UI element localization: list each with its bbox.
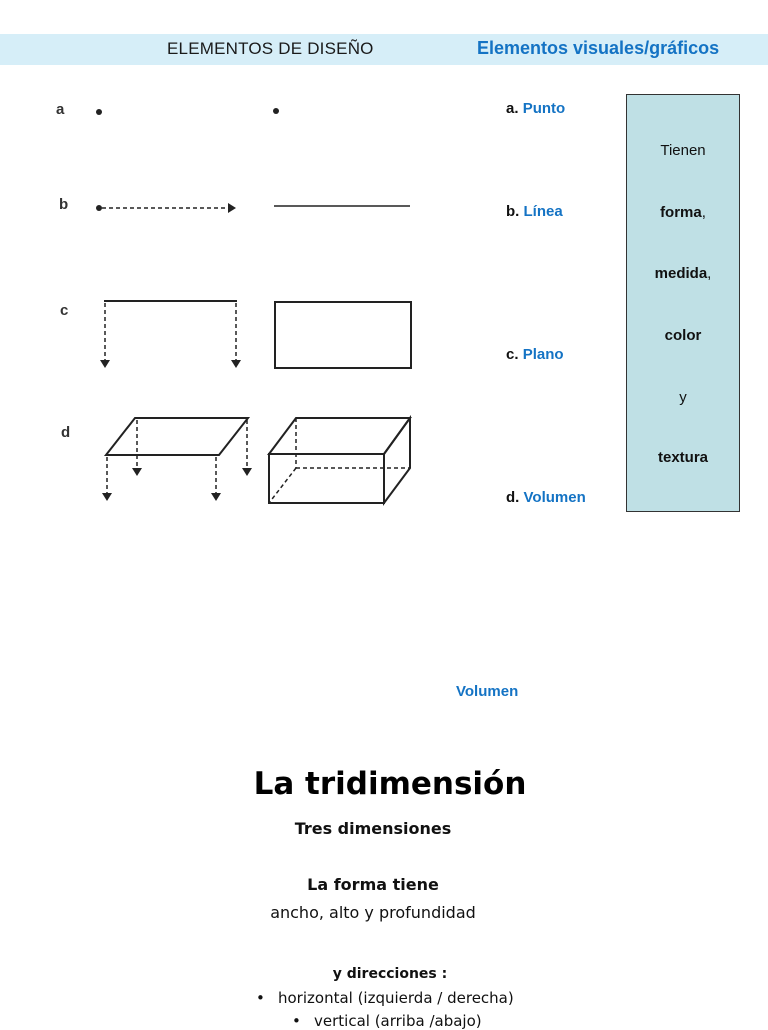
line-start-dot xyxy=(96,205,102,211)
prop-medida-comma: , xyxy=(707,265,712,282)
direction-text: horizontal (izquierda / derecha) xyxy=(278,989,514,1007)
properties-box xyxy=(626,94,740,512)
row-label-b: b xyxy=(59,196,69,213)
elements-illustration xyxy=(40,80,432,550)
header-right-title: Elementos visuales/gráficos xyxy=(477,38,720,58)
element-name: Plano xyxy=(522,346,564,363)
vol-arrow-2 xyxy=(132,468,142,476)
point-dot-2 xyxy=(273,108,279,114)
element-letter: d. xyxy=(506,489,520,506)
vol-arrow-3 xyxy=(211,493,221,501)
box-right-face xyxy=(384,418,410,503)
prop-forma xyxy=(627,204,739,221)
element-letter: a. xyxy=(506,100,519,117)
section-subtitle: Tres dimensiones xyxy=(294,819,452,838)
point-dot-1 xyxy=(96,109,102,115)
volumen-label: Volumen xyxy=(456,683,519,700)
moving-plane-outline xyxy=(106,418,248,455)
vol-arrow-4 xyxy=(242,468,252,476)
element-item-volumen xyxy=(506,489,586,506)
prop-intro: Tienen xyxy=(660,142,706,159)
line-arrowhead xyxy=(228,203,236,213)
prop-y: y xyxy=(679,389,687,406)
box-hidden-diagonal xyxy=(269,468,296,503)
directions-title: y direcciones : xyxy=(332,966,448,982)
prop-medida xyxy=(627,265,739,282)
bullet-icon: • xyxy=(292,1012,301,1030)
row-label-d: d xyxy=(61,424,71,441)
forma-text: ancho, alto y profundidad xyxy=(270,903,476,922)
illustration-drawing xyxy=(40,80,432,550)
row-label-c: c xyxy=(60,302,69,319)
direction-text: vertical (arriba /abajo) xyxy=(314,1012,482,1030)
element-item-linea xyxy=(506,203,563,220)
header-left-title: ELEMENTOS DE DISEÑO xyxy=(167,39,374,58)
plane-arrow-right xyxy=(231,360,241,368)
prop-medida-word: medida xyxy=(654,265,708,282)
forma-title: La forma tiene xyxy=(307,875,439,894)
element-letter: c. xyxy=(506,346,519,363)
section-title: La tridimensión xyxy=(253,766,527,802)
element-name: Volumen xyxy=(523,489,586,506)
prop-textura: textura xyxy=(657,449,709,466)
element-name: Punto xyxy=(522,100,566,117)
element-item-plano xyxy=(506,346,564,363)
plane-rectangle xyxy=(275,302,411,368)
header-bar xyxy=(0,34,768,65)
direction-item xyxy=(256,989,514,1007)
prop-color: color xyxy=(664,327,702,344)
element-item-punto xyxy=(506,100,565,117)
element-letter: b. xyxy=(506,203,520,220)
element-name: Línea xyxy=(523,203,563,220)
direction-item xyxy=(292,1012,482,1030)
bullet-icon: • xyxy=(256,989,265,1007)
box-front-face xyxy=(269,454,384,503)
plane-arrow-left xyxy=(100,360,110,368)
row-label-a: a xyxy=(56,101,65,118)
vol-arrow-1 xyxy=(102,493,112,501)
prop-forma-comma: , xyxy=(701,204,706,221)
prop-forma-word: forma xyxy=(660,204,702,221)
